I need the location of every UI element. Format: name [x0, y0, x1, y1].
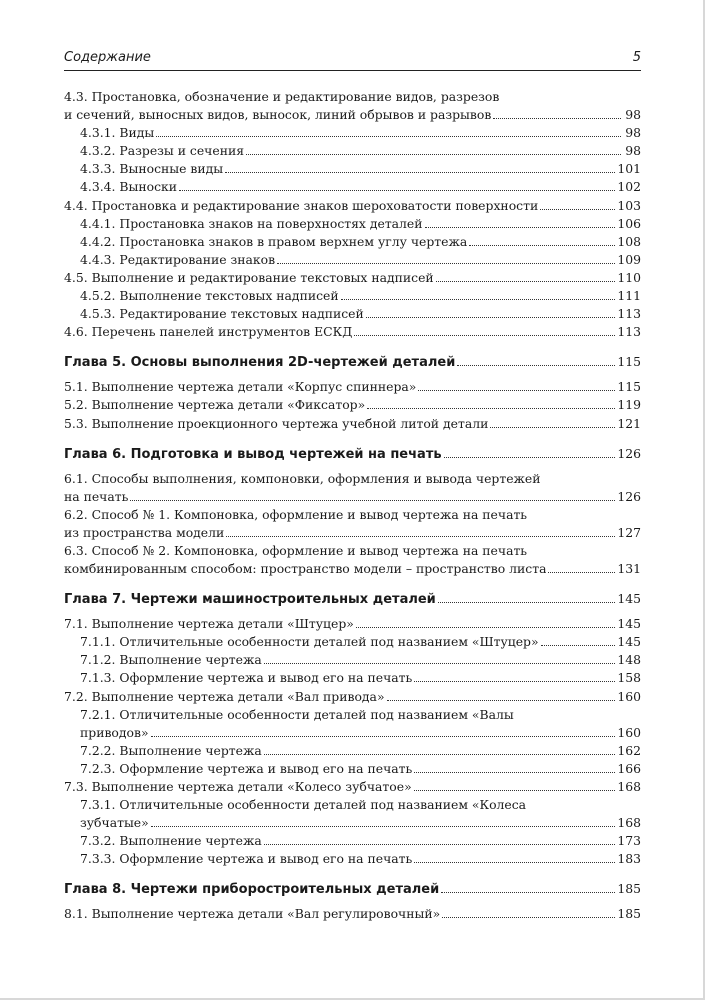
toc-page: 162 — [617, 742, 641, 758]
toc-entry-7-1-2[interactable]: 7.1.2. Выполнение чертежа 148 — [64, 651, 641, 669]
toc-page: 102 — [617, 179, 641, 195]
leader-dots — [457, 365, 615, 366]
leader-dots — [444, 457, 616, 458]
leader-dots — [540, 209, 615, 210]
toc-page: 173 — [617, 833, 641, 849]
toc-page: 98 — [625, 107, 641, 123]
leader-dots — [341, 299, 616, 300]
leader-dots — [130, 500, 615, 501]
toc-entry-5-1[interactable]: 5.1. Выполнение чертежа детали «Корпус спиннера» 115 — [64, 378, 641, 396]
toc-entry-4-3-1[interactable]: 4.3.1. Виды 98 — [64, 124, 641, 142]
toc-page: 168 — [617, 779, 641, 794]
toc-chapter-8[interactable]: Глава 8. Чертежи приборостроительных деталей 185 — [64, 878, 641, 900]
header-title: Содержание — [64, 50, 151, 65]
toc-entry-7-3-1-line1[interactable]: 7.3.1. Отличительные особенности деталей под названием «Колеса — [80, 797, 527, 813]
leader-dots — [151, 826, 616, 827]
toc-chapter-7[interactable]: Глава 7. Чертежи машиностроительных деталей 145 — [64, 588, 641, 610]
toc-entry-4-5-2[interactable]: 4.5.2. Выполнение текстовых надписей 111 — [64, 287, 641, 305]
toc-page: 160 — [617, 688, 641, 704]
toc-entry-6-1-line1[interactable]: 6.1. Способы выполнения, компоновки, оформления и вывода чертежей — [64, 470, 541, 486]
toc-entry-4-3-line1[interactable]: 4.3. Простановка, обозначение и редактирование видов, разрезов — [64, 89, 500, 104]
toc-page: 108 — [617, 233, 641, 249]
toc-page: 127 — [617, 524, 641, 540]
toc-entry-4-6[interactable]: 4.6. Перечень панелей инструментов ЕСКД 113 — [64, 323, 641, 341]
leader-dots — [156, 136, 621, 137]
toc-entry-7-3-2[interactable]: 7.3.2. Выполнение чертежа 173 — [64, 832, 641, 850]
toc-entry-8-1[interactable]: 8.1. Выполнение чертежа детали «Вал регулировочный» 185 — [64, 905, 641, 923]
toc-entry-6-3-line1[interactable]: 6.3. Способ № 2. Компоновка, оформление и вывод чертежа на печать — [64, 542, 528, 558]
leader-dots — [414, 790, 616, 791]
leader-dots — [414, 681, 615, 682]
toc-page: 183 — [617, 851, 641, 867]
toc-page: 115 — [617, 354, 641, 370]
toc-page: 103 — [617, 197, 641, 213]
toc-entry-5-2[interactable]: 5.2. Выполнение чертежа детали «Фиксатор» 119 — [64, 396, 641, 414]
page-number: 5 — [632, 50, 641, 65]
toc-entry-7-3-3[interactable]: 7.3.3. Оформление чертежа и вывод его на печать 183 — [64, 850, 641, 868]
toc-page: 166 — [617, 760, 641, 776]
leader-dots — [469, 245, 615, 246]
toc-entry-7-2-1-line1[interactable]: 7.2.1. Отличительные особенности деталей под названием «Валы — [80, 706, 514, 722]
toc-page: 126 — [617, 445, 641, 461]
leader-dots — [264, 844, 616, 845]
toc-entry-7-1-3[interactable]: 7.1.3. Оформление чертежа и вывод его на печать 158 — [64, 669, 641, 687]
leader-dots — [436, 281, 616, 282]
toc-page: 98 — [625, 143, 641, 159]
leader-dots — [493, 118, 621, 119]
toc-page: 111 — [617, 288, 641, 304]
leader-dots — [226, 536, 615, 537]
toc-page: 110 — [617, 269, 641, 285]
toc-entry-4-3[interactable]: и сечений, выносных видов, выносок, линий обрывов и разрывов 98 — [64, 106, 641, 124]
toc-entry-5-3[interactable]: 5.3. Выполнение проекционного чертежа учебной литой детали 121 — [64, 415, 641, 433]
leader-dots — [541, 645, 616, 646]
toc-page: 145 — [617, 591, 641, 607]
toc-entry-4-4-1[interactable]: 4.4.1. Простановка знаков на поверхностях деталей 106 — [64, 215, 641, 233]
leader-dots — [367, 408, 615, 409]
leader-dots — [354, 335, 615, 336]
toc-entry-4-4[interactable]: 4.4. Простановка и редактирование знаков шероховатости поверхности 103 — [64, 197, 641, 215]
leader-dots — [179, 190, 615, 191]
toc-entry-7-2-1[interactable]: приводов» 160 — [64, 724, 641, 742]
leader-dots — [438, 602, 616, 603]
toc-entry-6-1[interactable]: на печать 126 — [64, 488, 641, 506]
leader-dots — [414, 772, 615, 773]
leader-dots — [366, 317, 616, 318]
toc-entry-4-4-2[interactable]: 4.4.2. Простановка знаков в правом верхнем углу чертежа 108 — [64, 233, 641, 251]
toc-entry-7-3[interactable]: 7.3. Выполнение чертежа детали «Колесо зубчатое» 168 — [64, 778, 641, 796]
toc-chapter-6[interactable]: Глава 6. Подготовка и вывод чертежей на печать 126 — [64, 443, 641, 465]
toc-page: 168 — [617, 815, 641, 831]
toc-entry-7-2-2[interactable]: 7.2.2. Выполнение чертежа 162 — [64, 742, 641, 760]
leader-dots — [225, 172, 615, 173]
leader-dots — [425, 227, 616, 228]
toc-entry-4-3-3[interactable]: 4.3.3. Выносные виды 101 — [64, 160, 641, 178]
toc-page: 131 — [617, 561, 641, 577]
toc-page: 119 — [617, 397, 641, 413]
leader-dots — [548, 572, 615, 573]
toc-page: 185 — [617, 881, 641, 897]
leader-dots — [151, 736, 616, 737]
leader-dots — [387, 700, 616, 701]
toc-page: 113 — [617, 324, 641, 340]
leader-dots — [490, 427, 615, 428]
toc-page: 98 — [625, 125, 641, 141]
leader-dots — [418, 390, 615, 391]
running-header — [64, 48, 641, 71]
toc-entry-7-1-1[interactable]: 7.1.1. Отличительные особенности деталей под названием «Штуцер» 145 — [64, 633, 641, 651]
toc-entry-4-5-3[interactable]: 4.5.3. Редактирование текстовых надписей 113 — [64, 305, 641, 323]
leader-dots — [277, 263, 615, 264]
leader-dots — [441, 892, 615, 893]
toc-entry-4-3-4[interactable]: 4.3.4. Выноски 102 — [64, 178, 641, 196]
toc-chapter-5[interactable]: Глава 5. Основы выполнения 2D-чертежей деталей 115 — [64, 351, 641, 373]
toc-page: 121 — [617, 415, 641, 431]
toc-entry-7-2-3[interactable]: 7.2.3. Оформление чертежа и вывод его на печать 166 — [64, 760, 641, 778]
toc-page: 185 — [617, 906, 641, 922]
leader-dots — [264, 663, 616, 664]
toc-page: 158 — [617, 670, 641, 686]
toc-page: 126 — [617, 488, 641, 504]
leader-dots — [414, 862, 615, 863]
leader-dots — [442, 917, 615, 918]
toc-page: 101 — [617, 161, 641, 177]
toc-page: 145 — [617, 634, 641, 650]
toc-page: 113 — [617, 306, 641, 322]
table-of-contents — [64, 88, 641, 924]
toc-entry-4-4-3[interactable]: 4.4.3. Редактирование знаков 109 — [64, 251, 641, 269]
toc-entry-4-5[interactable]: 4.5. Выполнение и редактирование текстовых надписей 110 — [64, 269, 641, 287]
toc-page: 148 — [617, 652, 641, 668]
toc-entry-6-2[interactable]: из пространства модели 127 — [64, 524, 641, 542]
toc-page: 160 — [617, 724, 641, 740]
toc-page: 115 — [617, 379, 641, 395]
leader-dots — [246, 154, 621, 155]
toc-entry-6-2-line1[interactable]: 6.2. Способ № 1. Компоновка, оформление и вывод чертежа на печать — [64, 506, 528, 522]
leader-dots — [356, 627, 616, 628]
toc-page: 145 — [617, 616, 641, 632]
toc-entry-7-2[interactable]: 7.2. Выполнение чертежа детали «Вал привода» 160 — [64, 688, 641, 706]
toc-entry-4-3-2[interactable]: 4.3.2. Разрезы и сечения 98 — [64, 142, 641, 160]
toc-entry-7-3-1[interactable]: зубчатые» 168 — [64, 814, 641, 832]
toc-entry-6-3[interactable]: комбинированным способом: пространство модели – пространство листа 131 — [64, 560, 641, 578]
toc-page: 109 — [617, 251, 641, 267]
toc-entry-7-1[interactable]: 7.1. Выполнение чертежа детали «Штуцер» 145 — [64, 615, 641, 633]
leader-dots — [264, 754, 616, 755]
toc-page: 106 — [617, 215, 641, 231]
